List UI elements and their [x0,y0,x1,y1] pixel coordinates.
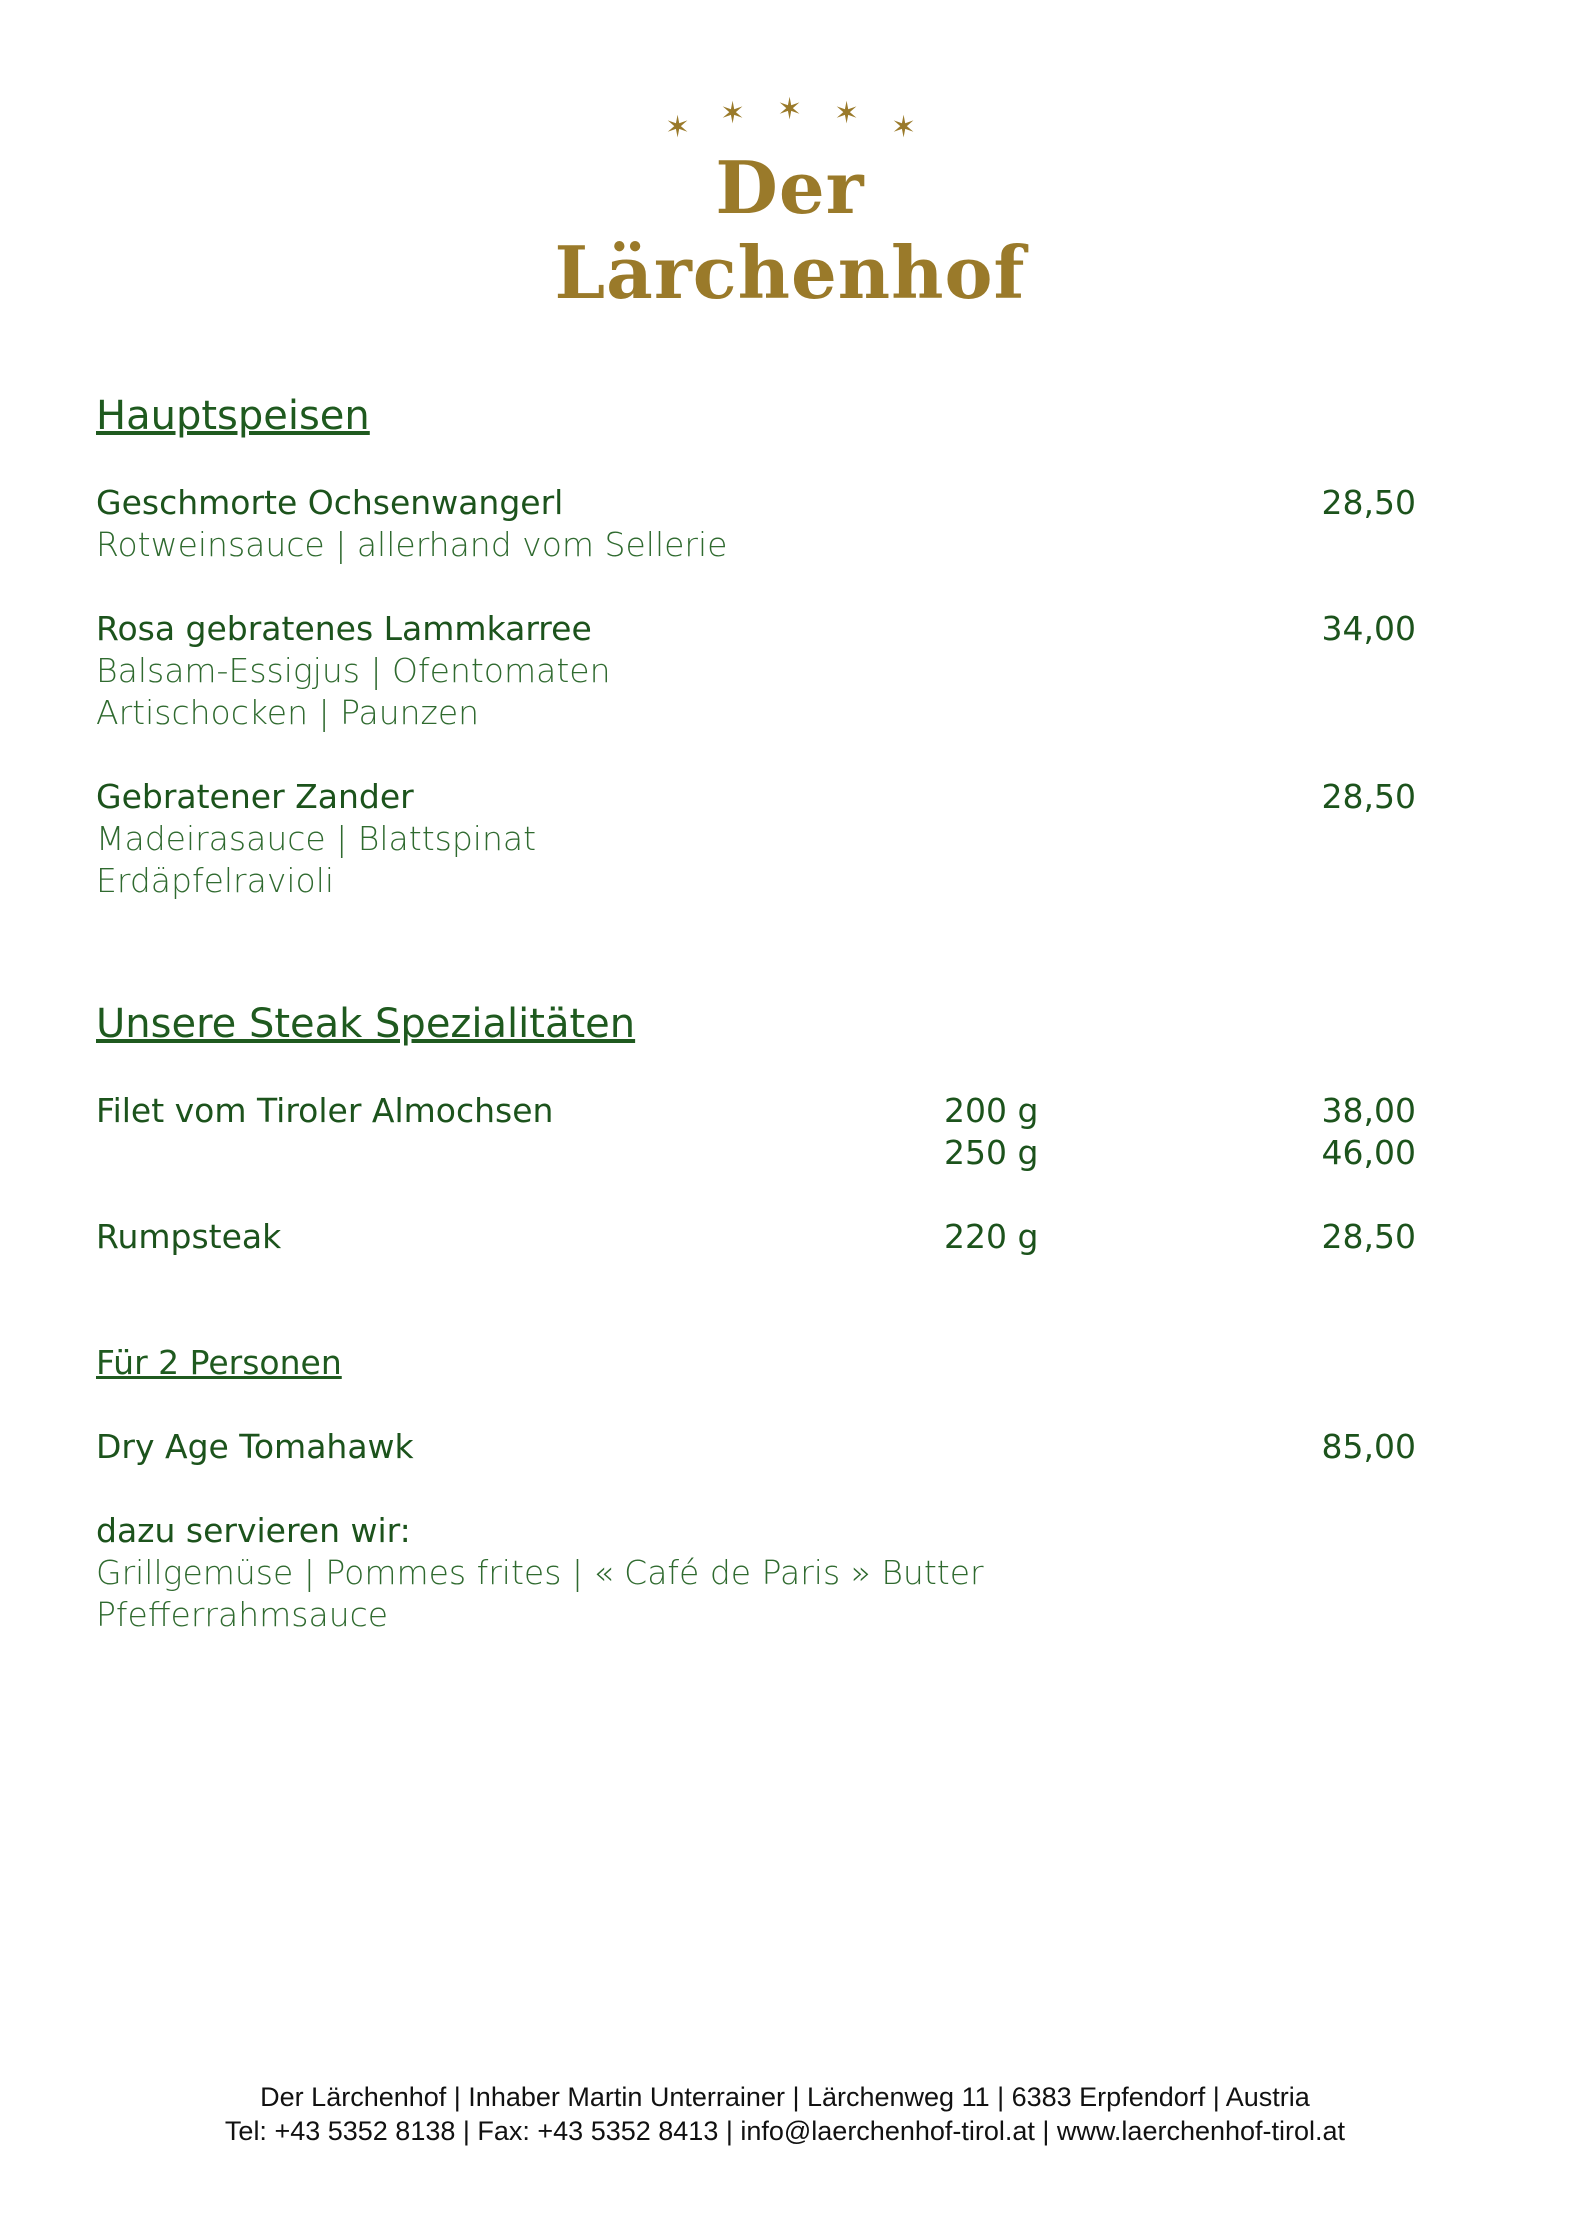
subsection-title-for-two: Für 2 Personen [96,1343,342,1382]
dish [96,776,1416,902]
dish-weight: 250 g [944,1133,1039,1172]
footer-line-address: Der Lärchenhof | Inhaber Martin Unterrainer | Lärchenweg 11 | 6383 Erpfendorf | Austria [260,2082,1310,2112]
dish-price: 28,50 [1321,483,1416,522]
dish-weight: 200 g [944,1091,1039,1130]
sides-title: dazu servieren wir: [96,1511,411,1550]
star-icon: ✶ [777,92,803,127]
dish-description: Rotweinsauce | allerhand vom Sellerie [96,525,728,564]
dish [96,1426,1416,1468]
logo-wordmark: Der Lärchenhof [554,145,1026,315]
section-title-steak: Unsere Steak Spezialitäten [96,1001,636,1047]
footer [0,2080,1570,2148]
dish-name: Geschmorte Ochsenwangerl [96,483,564,522]
dish-name: Filet vom Tiroler Almochsen [96,1091,554,1130]
dish-description: Artischocken | Paunzen [96,693,480,732]
sides-description: Pfefferrahmsauce [96,1595,389,1634]
logo [540,92,1040,315]
footer-line-contact: Tel: +43 5352 8138 | Fax: +43 5352 8413 | info@laerchenhof-tirol.at | www.laerchenhof-tirol.at [224,2116,1346,2146]
dish [96,482,1416,566]
dish-price: 85,00 [1321,1427,1416,1466]
spacer [96,944,1416,1000]
dish-price: 28,50 [1321,777,1416,816]
dish-price: 46,00 [1321,1133,1416,1172]
dish [96,1216,1416,1258]
star-icon: ✶ [891,110,917,145]
logo-stars [665,92,925,145]
star-icon: ✶ [834,96,860,131]
dish-price: 34,00 [1321,609,1416,648]
dish-price: 38,00 [1321,1091,1416,1130]
dish-description: Madeirasauce | Blattspinat [96,819,537,858]
star-icon: ✶ [720,96,746,131]
dish-name: Rosa gebratenes Lammkarree [96,609,592,648]
sides-description: Grillgemüse | Pommes frites | « Café de Paris » Butter [96,1553,984,1592]
section-title-main: Hauptspeisen [96,393,370,439]
menu-content [96,392,1416,1678]
dish [96,1090,1416,1174]
sides [96,1510,1416,1636]
dish-name: Dry Age Tomahawk [96,1427,414,1466]
dish-name: Rumpsteak [96,1217,282,1256]
dish-name: Gebratener Zander [96,777,414,816]
dish-description: Balsam-Essigjus | Ofentomaten [96,651,611,690]
dish [96,608,1416,734]
dish-price: 28,50 [1321,1217,1416,1256]
dish-weight: 220 g [944,1217,1039,1256]
star-icon: ✶ [665,110,691,145]
dish-description: Erdäpfelravioli [96,861,335,900]
